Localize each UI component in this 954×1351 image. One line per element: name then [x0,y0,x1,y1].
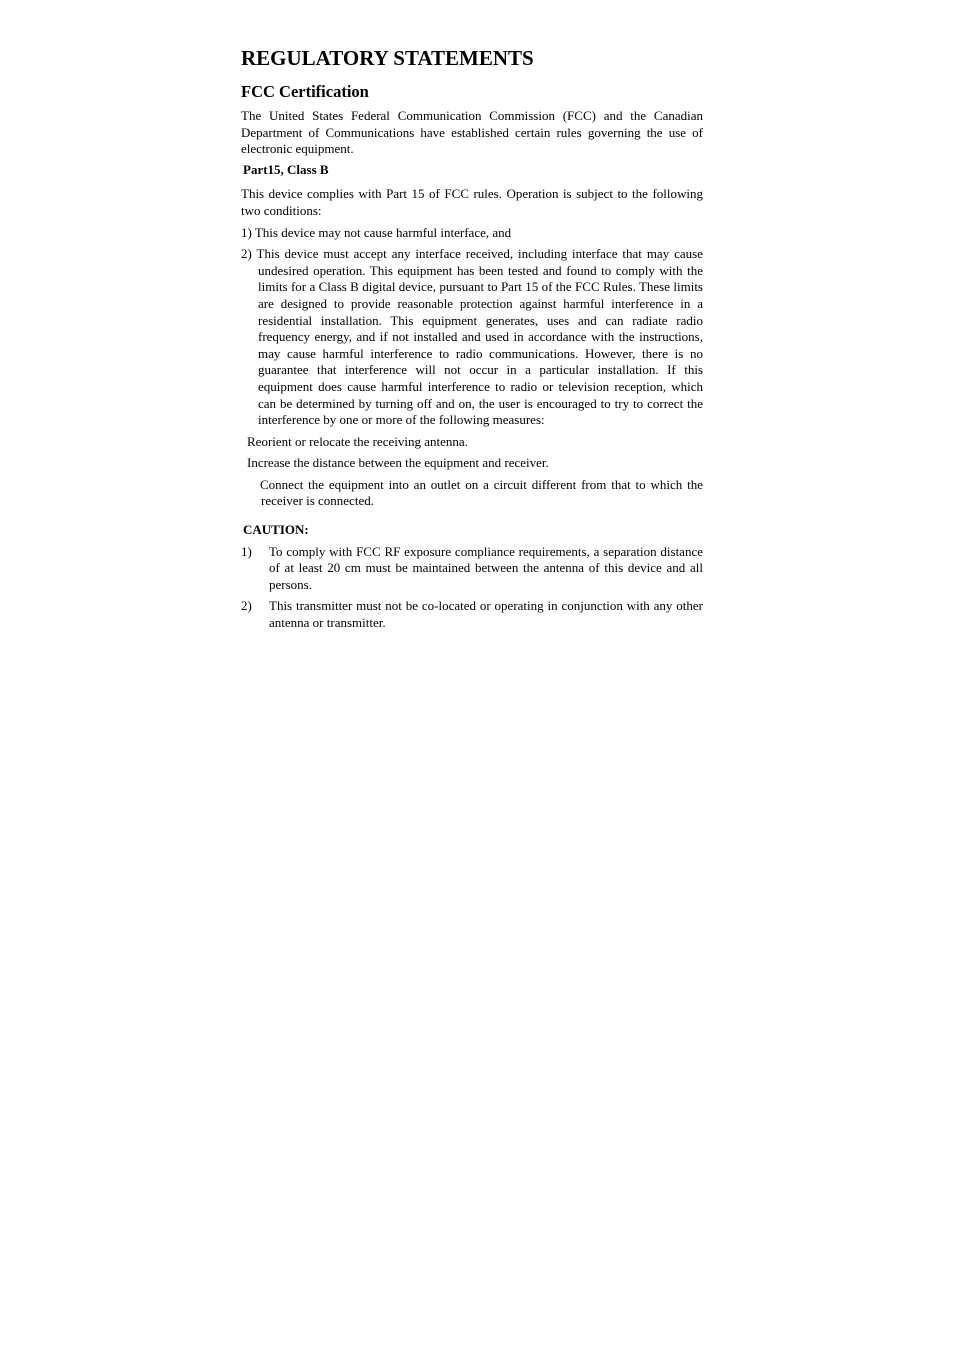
fcc-intro-paragraph: The United States Federal Communication Commission (FCC) and the Canadian Department of Communications have established certain rules governing the use of electronic equipment. [241,108,703,157]
caution-item [241,544,703,594]
caution-item-text: This transmitter must not be co-located or operating in conjunction with any other antenna or transmitter. [269,598,703,631]
caution-item-text: To comply with FCC RF exposure compliance requirements, a separation distance of at least 20 cm must be maintained between the antenna of this device and all persons. [269,543,703,592]
caution-item-number: 1) [241,543,252,559]
measure-increase-distance: Increase the distance between the equipment and receiver. [247,455,549,471]
device-compliance-paragraph: This device complies with Part 15 of FCC rules. Operation is subject to the following two conditions: [241,186,703,218]
caution-item [241,598,703,631]
page-title: REGULATORY STATEMENTS [241,46,534,70]
condition-1: 1) This device may not cause harmful interface, and [241,224,512,240]
measure-different-outlet: Connect the equipment into an outlet on a circuit different from that to which the receiver is connected. [260,476,703,509]
caution-heading: CAUTION: [243,522,309,538]
condition-2: 2) This device must accept any interface received, including interface that may cause undesired operation. This equipment has been tested and found to comply with the limits for a Class B digital device, pursuant to Part 15 of the FCC Rules. These limits are designed to provide reasonable protection against harmful interference in a residential installation. This equipment generates, uses and can radiate radio frequency energy, and if not installed and used in accordance with the instructions, may cause harmful interference to radio communications. However, there is no guarantee that interference will not occur in a particular installation. If this equipment does cause harmful interference to radio or television reception, which can be determined by turning off and on, the user is encouraged to try to correct the interference by one or more of the following measures: [241,246,703,428]
document-page [241,44,703,632]
measure-reorient-antenna: Reorient or relocate the receiving antenna. [247,433,468,449]
fcc-certification-heading: FCC Certification [241,82,369,101]
part15-class-b-heading: Part15, Class B [243,161,329,177]
caution-item-number: 2) [241,598,252,614]
